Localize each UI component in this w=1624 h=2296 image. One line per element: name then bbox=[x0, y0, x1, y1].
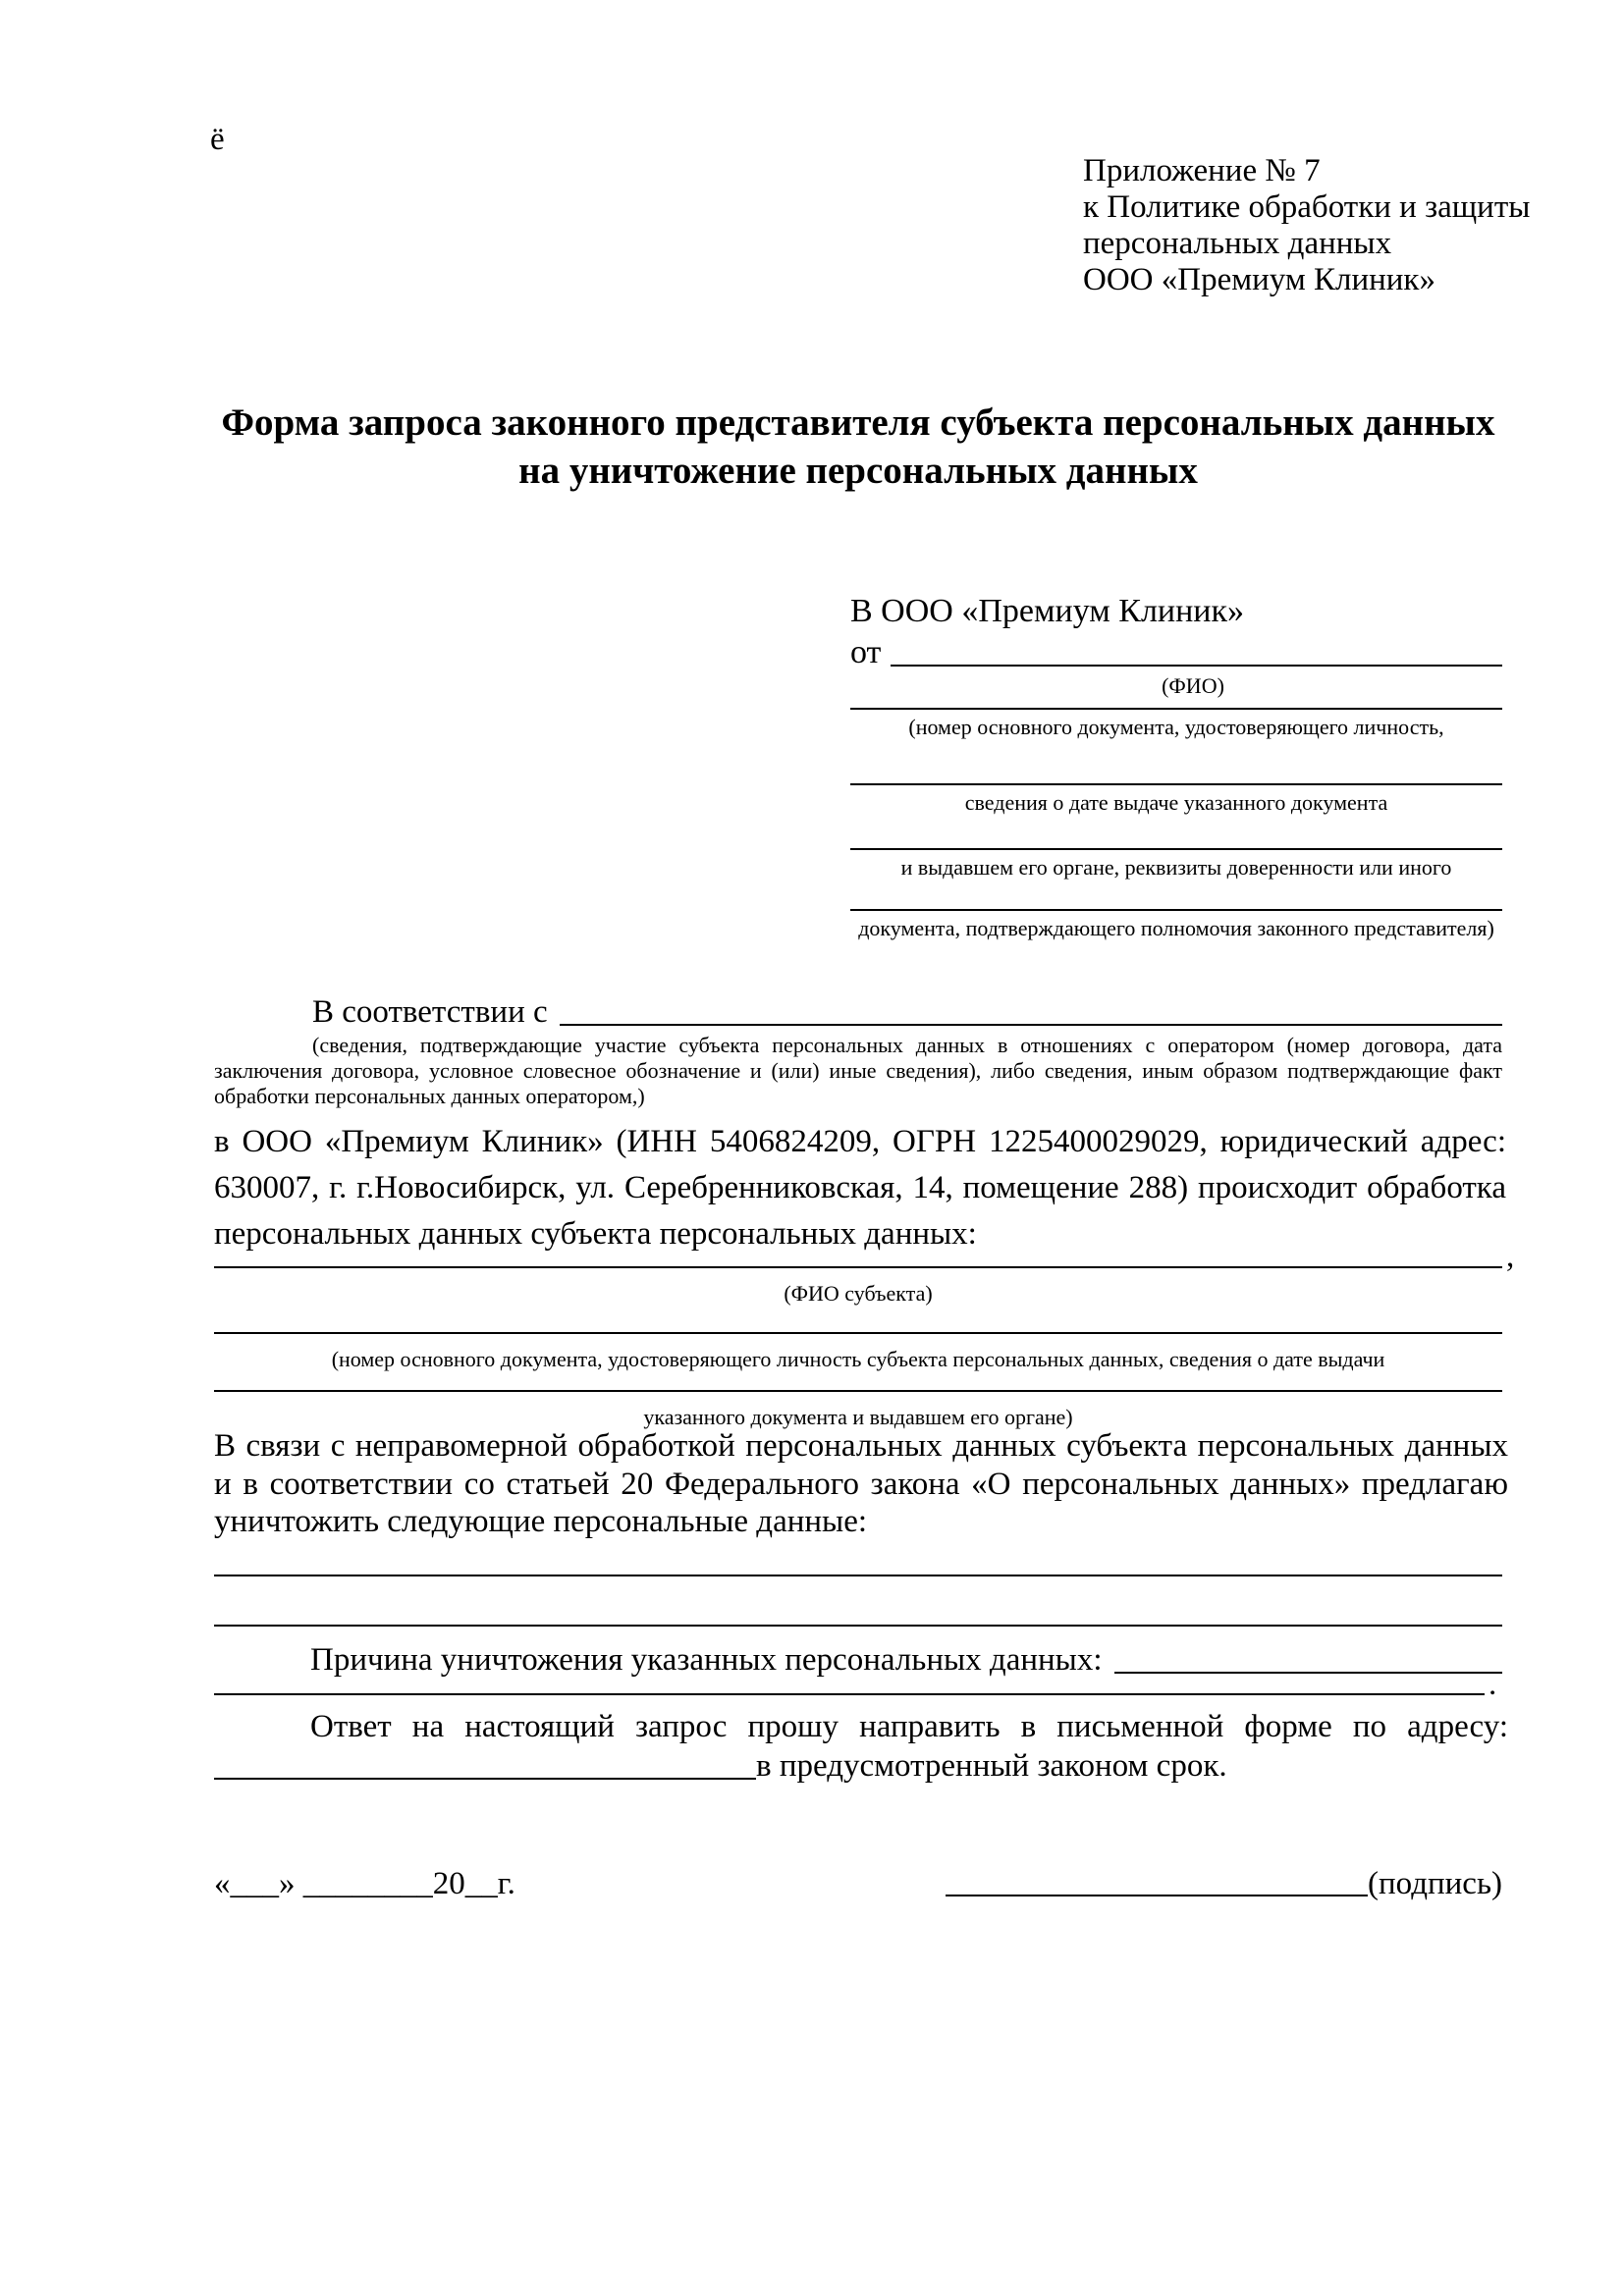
signature-row bbox=[214, 1859, 1502, 1902]
signature-blank-line bbox=[946, 1895, 1368, 1896]
appendix-header bbox=[1083, 153, 1530, 298]
stray-character: ё bbox=[210, 122, 225, 157]
accordance-blank-line bbox=[560, 1024, 1502, 1026]
reason-field-row bbox=[214, 1637, 1502, 1679]
from-blank-line bbox=[891, 665, 1502, 667]
request-paragraph: В связи с неправомерной обработкой персональных данных субъекта персональных данных и в соответствии со статьей 20 Федерального закона «О персональных данных» предлагаю уничтожить следующие персональные данные: bbox=[214, 1428, 1508, 1540]
signature-caption: (подпись) bbox=[1368, 1866, 1502, 1901]
blank-line bbox=[214, 1575, 1502, 1576]
appendix-header-line: персональных данных bbox=[1083, 226, 1392, 261]
field-caption: документа, подтверждающего полномочия законного представителя) bbox=[858, 916, 1494, 940]
blank-line bbox=[850, 909, 1502, 911]
blank-line bbox=[214, 1693, 1485, 1695]
blank-line bbox=[214, 1266, 1502, 1268]
address-blank-line bbox=[214, 1778, 756, 1780]
blank-line bbox=[850, 783, 1502, 785]
appendix-header-line: к Политике обработки и защиты bbox=[1083, 189, 1531, 225]
appendix-header-line: ООО «Премиум Клиник» bbox=[1083, 262, 1435, 297]
signature-field bbox=[946, 1866, 1502, 1902]
accordance-caption: (сведения, подтверждающие участие субъекта персональных данных в отношениях с оператором (номер договора, дата заключения договора, условное словесное обозначение и (или) иные сведения), либо сведения, иным образом подтверждающие факт обработки персональных данных оператором,) bbox=[214, 1033, 1502, 1108]
subject-doc-caption: указанного документа и выдавшем его органе) bbox=[643, 1405, 1073, 1429]
line-comma: , bbox=[1506, 1239, 1515, 1274]
operator-paragraph: в ООО «Премиум Клиник» (ИНН 5406824209, ОГРН 1225400029029, юридический адрес: 630007, г. г.Новосибирск, ул. Серебренниковская, 14, помещение 288) происходит обработка персональных данных субъекта персональных данных: bbox=[214, 1124, 1506, 1252]
line-period: . bbox=[1489, 1667, 1497, 1702]
blank-line bbox=[850, 708, 1502, 710]
from-label: от bbox=[850, 634, 882, 670]
accordance-label: В соответствии с bbox=[312, 994, 548, 1030]
reply-address-row bbox=[214, 1743, 1502, 1785]
addressee-to: В ООО «Премиум Клиник» bbox=[850, 593, 1245, 629]
appendix-header-line: Приложение № 7 bbox=[1083, 153, 1321, 188]
date-template: «___» ________20__г. bbox=[214, 1866, 515, 1901]
field-caption: (номер основного документа, удостоверяющего личность, bbox=[908, 715, 1444, 739]
reply-suffix: в предусмотренный законом срок. bbox=[756, 1748, 1227, 1784]
blank-line bbox=[214, 1332, 1502, 1334]
blank-line bbox=[214, 1390, 1502, 1392]
fio-caption: (ФИО) bbox=[1162, 673, 1224, 698]
reason-label: Причина уничтожения указанных персональных данных: bbox=[310, 1642, 1103, 1678]
reason-blank-line bbox=[1114, 1672, 1502, 1674]
field-caption: сведения о дате выдаче указанного документа bbox=[964, 790, 1388, 815]
blank-line bbox=[214, 1625, 1502, 1627]
document-title: Форма запроса законного представителя субъекта персональных данных на уничтожение персональных данных bbox=[221, 401, 1495, 492]
field-caption: и выдавшем его органе, реквизиты доверенности или иного bbox=[900, 855, 1452, 880]
from-field-row bbox=[850, 630, 1502, 671]
accordance-field-row bbox=[214, 989, 1502, 1031]
blank-line bbox=[850, 848, 1502, 850]
reply-paragraph: Ответ на настоящий запрос прошу направить в письменной форме по адресу: bbox=[310, 1709, 1508, 1744]
subject-fio-caption: (ФИО субъекта) bbox=[784, 1281, 933, 1306]
subject-doc-caption: (номер основного документа, удостоверяющего личность субъекта персональных данных, сведения о дате выдачи bbox=[331, 1347, 1385, 1371]
